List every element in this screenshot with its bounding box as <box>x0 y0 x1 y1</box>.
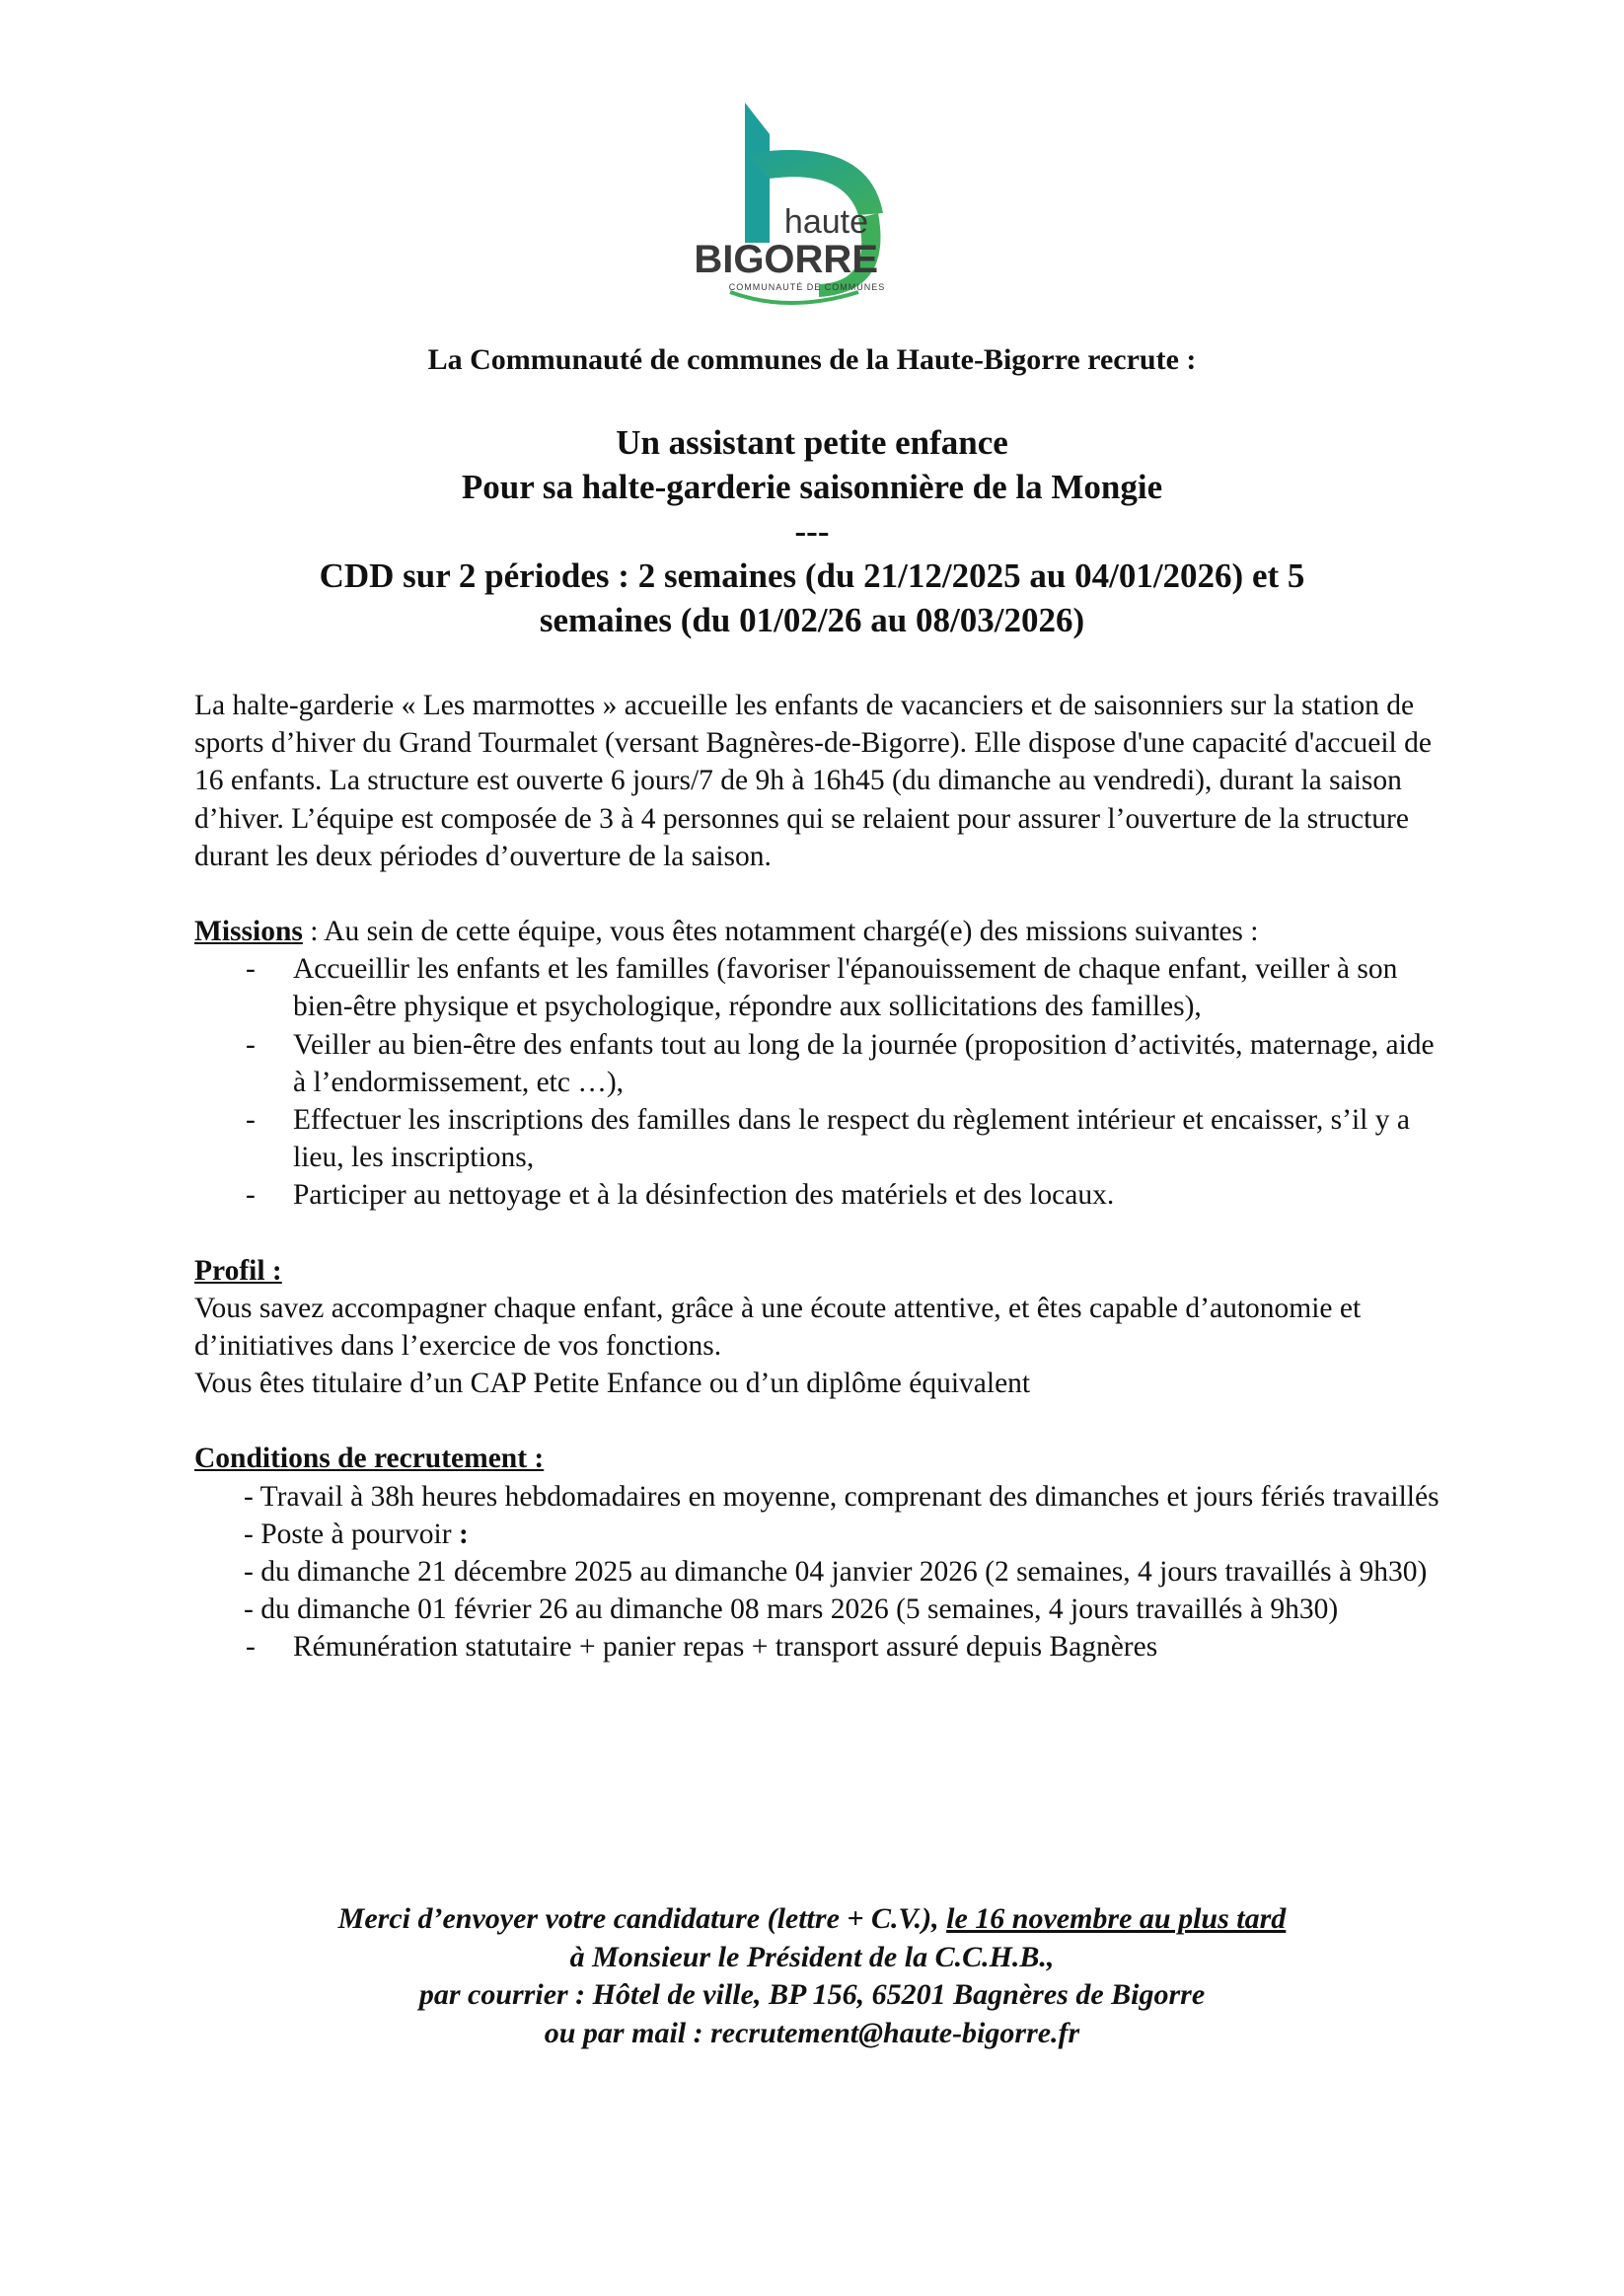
list-item: - Veiller au bien-être des enfants tout au long de la journée (proposition d’activités, maternage, aide à l’endormissement, etc …), <box>194 1026 1447 1101</box>
missions-intro-text: : Au sein de cette équipe, vous êtes notamment chargé(e) des missions suivantes : <box>302 916 1259 948</box>
conditions-poste <box>194 1516 1447 1553</box>
conditions-travail: - Travail à 38h heures hebdomadaires en moyenne, comprenant des dimanches et jours fériés travaillés <box>244 1480 1439 1513</box>
contract-line1: CDD sur 2 périodes : 2 semaines (du 21/12/2025 au 04/01/2026) et 5 <box>319 556 1305 595</box>
contract-line2: semaines (du 01/02/26 au 08/03/2026) <box>539 601 1085 639</box>
conditions-periode1: - du dimanche 21 décembre 2025 au dimanche 04 janvier 2026 (2 semaines, 4 jours travaillés à 9h30) <box>244 1556 1428 1589</box>
conditions-heading: Conditions de recrutement : <box>194 1443 545 1475</box>
closing-email[interactable]: ou par mail : recrutement@haute-bigorre.fr <box>544 2016 1080 2049</box>
title-separator: --- <box>794 512 830 551</box>
closing-line2: à Monsieur le Président de la C.C.H.B., <box>569 1940 1055 1973</box>
haute-bigorre-logo <box>671 95 937 332</box>
logo-line2: BIGORRE <box>694 238 878 281</box>
closing-line3: par courrier : Hôtel de ville, BP 156, 65201 Bagnères de Bigorre <box>418 1978 1206 2011</box>
intro-line: La Communauté de communes de la Haute-Bigorre recrute : <box>427 343 1197 376</box>
conditions-periode2: - du dimanche 01 février 26 au dimanche 08 mars 2026 (5 semaines, 4 jours travaillés à 9h30) <box>244 1593 1339 1626</box>
missions-list <box>194 950 1447 1214</box>
job-title: Un assistant petite enfance <box>616 423 1008 462</box>
document-body <box>194 687 1447 1666</box>
logo-line1: haute <box>783 203 868 241</box>
description-paragraph: La halte-garderie « Les marmottes » accueille les enfants de vacanciers et de saisonniers sur la station de sports d’hiver du Grand Tourmalet (versant Bagnères-de-Bigorre). Elle dispose d'une capacité d'accueil de 16 enfants. La structure est ouverte 6 jours/7 de 9h à 16h45 (du dimanche au vendredi), durant la saison d’hiver. L’équipe est composée de 3 à 4 personnes qui se relaient pour assurer l’ouverture de la structure durant les deux périodes d’ouverture de la saison. <box>194 690 1432 872</box>
list-item: - Effectuer les inscriptions des familles dans le respect du règlement intérieur et encaisser, s’il y a lieu, les inscriptions, <box>194 1101 1447 1176</box>
remuneration-list <box>194 1628 1447 1666</box>
logo-tagline: COMMUNAUTÉ DE COMMUNES <box>728 282 886 292</box>
missions-heading: Missions <box>194 916 303 948</box>
job-subtitle: Pour sa halte-garderie saisonnière de la Mongie <box>461 468 1163 506</box>
list-item: - Participer au nettoyage et à la désinfection des matériels et des locaux. <box>194 1176 1447 1214</box>
profil-line2: Vous êtes titulaire d’un CAP Petite Enfance ou d’un diplôme équivalent <box>194 1368 1031 1400</box>
closing-line1-text: Merci d’envoyer votre candidature (lettre + C.V.), <box>337 1902 947 1935</box>
poste-colon: : <box>458 1518 469 1550</box>
list-item: - Rémunération statutaire + panier repas + transport assuré depuis Bagnères <box>194 1628 1447 1666</box>
logo-graphic <box>671 95 937 332</box>
application-instructions <box>148 1900 1476 2052</box>
profil-heading: Profil : <box>194 1254 282 1287</box>
closing-line1 <box>148 1900 1476 1939</box>
job-titles <box>148 420 1476 642</box>
poste-label: - Poste à pourvoir <box>244 1518 459 1550</box>
deadline: le 16 novembre au plus tard <box>946 1902 1287 1935</box>
list-item: - Accueillir les enfants et les familles (favoriser l'épanouissement de chaque enfant, veiller à son bien-être physique et psychologique, répondre aux sollicitations des familles), <box>194 950 1447 1025</box>
missions-intro <box>194 913 1447 950</box>
profil-line1: Vous savez accompagner chaque enfant, grâce à une écoute attentive, et êtes capable d’autonomie et d’initiatives dans l’exercice de vos fonctions. <box>194 1292 1362 1363</box>
